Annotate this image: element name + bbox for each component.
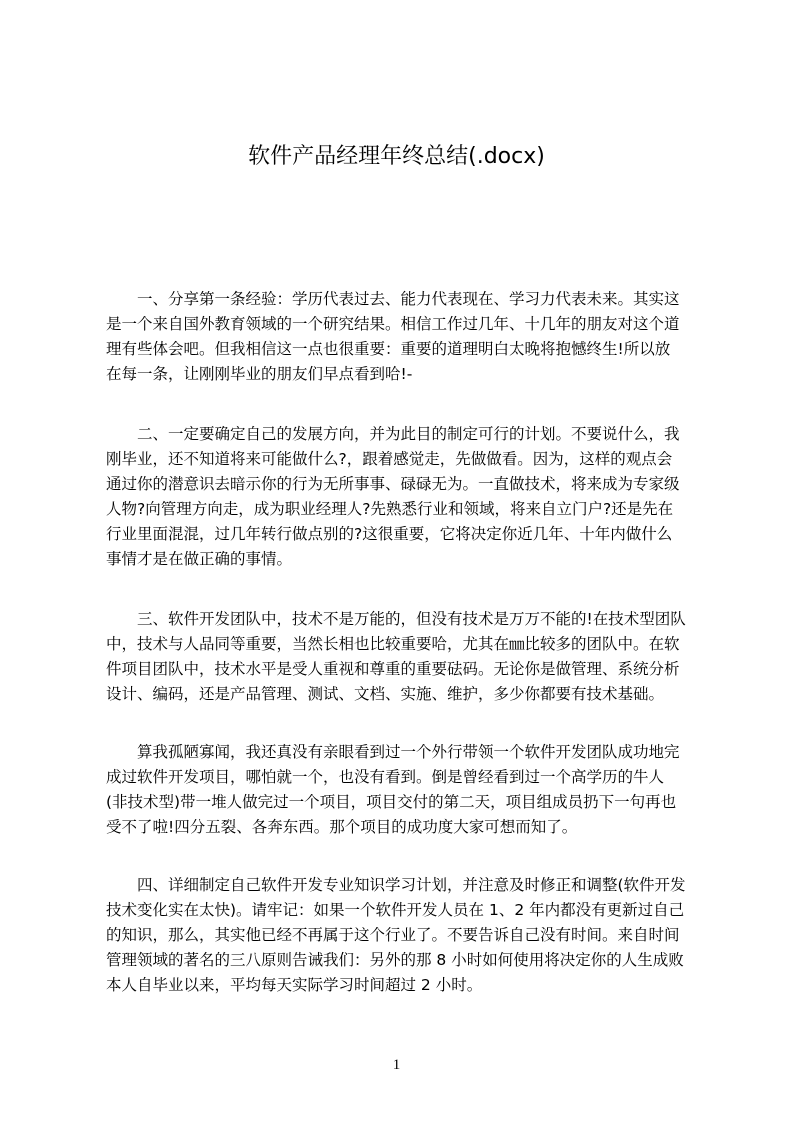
- paragraph-line: 中，技术与人品同等重要，当然长相也比较重要哈，尤其在㎜比较多的团队中。在软: [106, 635, 680, 653]
- paragraph-line: 技术变化实在太快)。请牢记：如果一个软件开发人员在 1、2 年内都没有更新过自己: [106, 901, 685, 919]
- paragraph-line: 算我孤陋寡闻，我还真没有亲眼看到过一个外行带领一个软件开发团队成功地完: [106, 743, 680, 761]
- paragraph-line: 一、分享第一条经验：学历代表过去、能力代表现在、学习力代表未来。其实这: [106, 290, 680, 308]
- paragraph-2: [106, 422, 680, 572]
- paragraph-line: 三、软件开发团队中，技术不是万能的，但没有技术是万万不能的!在技术型团队: [106, 610, 686, 628]
- paragraph-line: 本人自毕业以来，平均每天实际学习时间超过 2 小时。: [106, 976, 483, 994]
- paragraph-line: 的知识，那么，其实他已经不再属于这个行业了。不要告诉自己没有时间。来自时间: [106, 926, 680, 944]
- paragraph-line: 人物?向管理方向走，成为职业经理人?先熟悉行业和领域，将来自立门户?还是先在: [106, 500, 674, 518]
- paragraph-line: 管理领域的著名的三八原则告诫我们：另外的那 8 小时如何使用将决定你的人生成败: [106, 951, 684, 969]
- paragraph-line: 四、详细制定自己软件开发专业知识学习计划，并注意及时修正和调整(软件开发: [106, 876, 686, 894]
- paragraph-line: 行业里面混混，过几年转行做点别的?这很重要，它将决定你近几年、十年内做什么: [106, 525, 673, 543]
- paragraph-line: 成过软件开发项目，哪怕就一个，也没有看到。倒是曾经看到过一个高学历的牛人: [106, 768, 665, 786]
- paragraph-1: [106, 287, 680, 387]
- paragraph-line: 事情才是在做正确的事情。: [106, 550, 293, 568]
- paragraph-3: [106, 607, 686, 707]
- paragraph-line: 是一个来自国外教育领域的一个研究结果。相信工作过几年、十几年的朋友对这个道: [106, 315, 680, 333]
- page-number: 1: [392, 1057, 401, 1073]
- paragraph-line: 在每一条，让刚刚毕业的朋友们早点看到哈!-: [106, 365, 413, 383]
- paragraph-5: [106, 873, 686, 998]
- paragraph-line: 二、一定要确定自己的发展方向，并为此目的制定可行的计划。不要说什么，我: [106, 425, 680, 443]
- paragraph-4: [106, 740, 680, 840]
- paragraph-line: 通过你的潜意识去暗示你的行为无所事事、碌碌无为。一直做技术，将来成为专家级: [106, 475, 680, 493]
- document-title: 软件产品经理年终总结(.docx): [248, 144, 545, 169]
- paragraph-line: (非技术型)带一堆人做完过一个项目，项目交付的第二天，项目组成员扔下一句再也: [106, 793, 677, 811]
- paragraph-line: 理有些体会吧。但我相信这一点也很重要：重要的道理明白太晚将抱憾终生!所以放: [106, 340, 671, 358]
- paragraph-line: 受不了啦!四分五裂、各奔东西。那个项目的成功度大家可想而知了。: [106, 818, 578, 836]
- paragraph-line: 设计、编码，还是产品管理、测试、文档、实施、维护，多少你都要有技术基础。: [106, 685, 665, 703]
- paragraph-line: 刚毕业，还不知道将来可能做什么?，跟着感觉走，先做做看。因为，这样的观点会: [106, 450, 673, 468]
- paragraph-line: 件项目团队中，技术水平是受人重视和尊重的重要砝码。无论你是做管理、系统分析: [106, 660, 680, 678]
